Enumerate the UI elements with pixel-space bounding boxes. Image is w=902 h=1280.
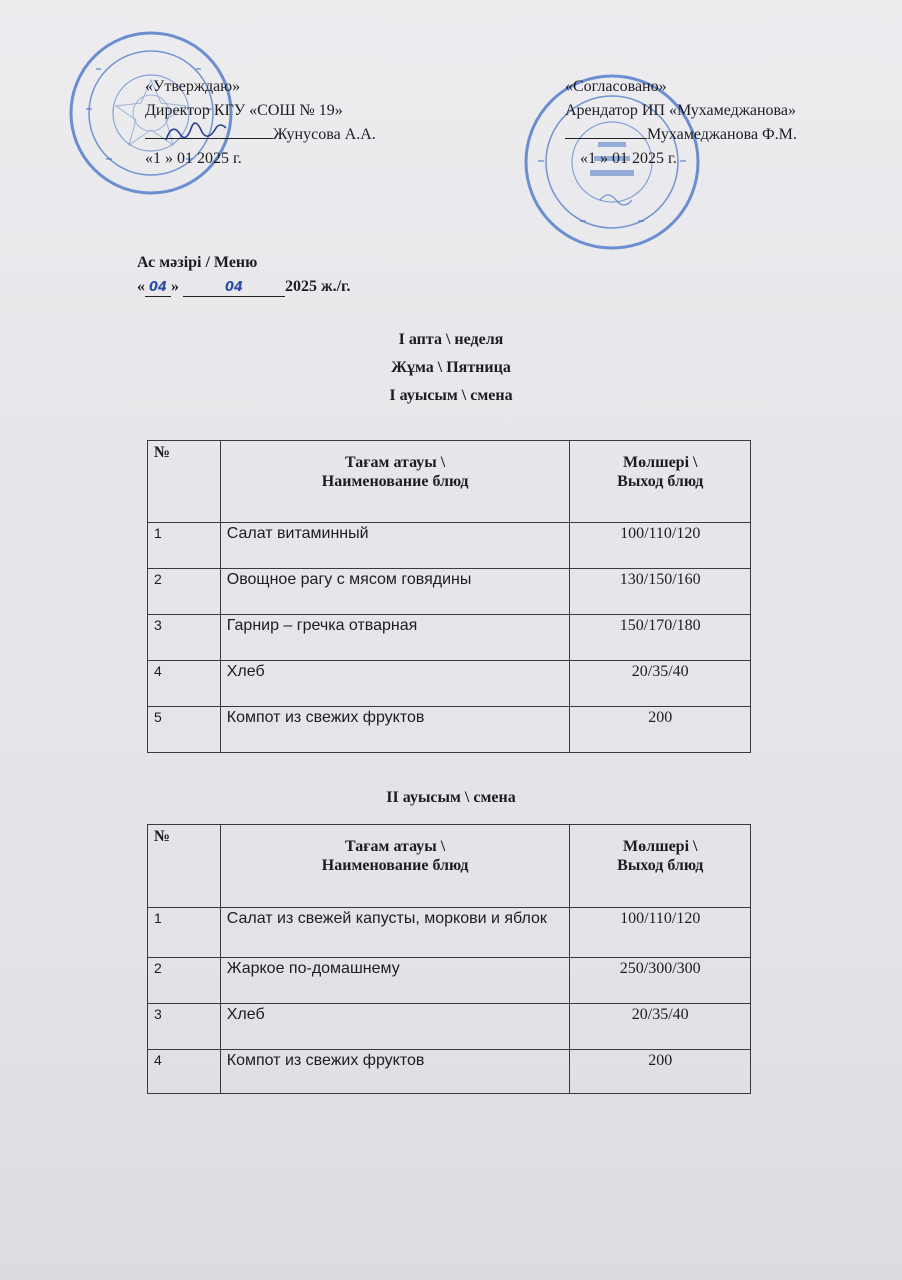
handwritten-month: 04 — [224, 280, 244, 295]
menu-year: 2025 ж./г. — [285, 278, 351, 295]
table-row — [148, 1050, 751, 1094]
title-day: Жұма \ Пятница — [391, 359, 511, 376]
row-yield: 150/170/180 — [570, 615, 751, 661]
row-number: 4 — [148, 1050, 221, 1094]
row-yield: 100/110/120 — [570, 908, 751, 958]
row-number: 4 — [148, 661, 221, 707]
left-handwritten-signature — [162, 118, 232, 151]
table-row — [148, 523, 751, 569]
approval-left-date: «1 » 01 2025 г. — [145, 150, 242, 167]
row-dish-name: Салат витаминный — [220, 523, 570, 569]
row-yield: 250/300/300 — [570, 958, 751, 1004]
table-row — [148, 958, 751, 1004]
table-row — [148, 615, 751, 661]
row-dish-name: Хлеб — [220, 661, 570, 707]
row-number: 3 — [148, 615, 221, 661]
row-number: 2 — [148, 958, 221, 1004]
header-yield: Мөлшері \ Выход блюд — [570, 441, 751, 523]
approval-right-signature-row — [565, 125, 797, 145]
row-number: 2 — [148, 569, 221, 615]
table-row — [148, 661, 751, 707]
shift-2-menu-table — [147, 824, 751, 1094]
row-number: 3 — [148, 1004, 221, 1050]
row-yield: 100/110/120 — [570, 523, 751, 569]
approval-left-signer: Жунусова А.А. — [273, 126, 376, 143]
signature-line — [565, 138, 647, 139]
header-dish-name: Тағам атауы \ Наименование блюд — [220, 441, 570, 523]
row-dish-name: Компот из свежих фруктов — [220, 707, 570, 753]
table-row — [148, 1004, 751, 1050]
table-header-row — [148, 441, 751, 523]
row-yield: 20/35/40 — [570, 1004, 751, 1050]
handwritten-day: 04 — [148, 280, 168, 295]
header-number: № — [148, 441, 221, 523]
title-week: I апта \ неделя — [398, 331, 504, 348]
table-header-row — [148, 825, 751, 908]
table-row — [148, 908, 751, 958]
row-number: 5 — [148, 707, 221, 753]
approval-left-position: Директор КГУ «СОШ № 19» — [145, 102, 343, 119]
row-dish-name: Компот из свежих фруктов — [220, 1050, 570, 1094]
row-yield: 200 — [570, 1050, 751, 1094]
date-open-quote: « — [137, 278, 145, 295]
approval-right-title: «Согласовано» — [565, 78, 667, 95]
row-yield: 200 — [570, 707, 751, 753]
header-number: № — [148, 825, 221, 908]
approval-right-position: Арендатор ИП «Мухамеджанова» — [565, 102, 796, 119]
table-row — [148, 707, 751, 753]
row-yield: 20/35/40 — [570, 661, 751, 707]
row-dish-name: Овощное рагу с мясом говядины — [220, 569, 570, 615]
title-shift-2: II ауысым \ смена — [386, 789, 516, 806]
row-dish-name: Гарнир – гречка отварная — [220, 615, 570, 661]
row-number: 1 — [148, 908, 221, 958]
row-dish-name: Жаркое по-домашнему — [220, 958, 570, 1004]
menu-date-row — [137, 278, 351, 297]
approval-left-title: «Утверждаю» — [145, 78, 241, 95]
row-dish-name: Хлеб — [220, 1004, 570, 1050]
table-row — [148, 569, 751, 615]
row-yield: 130/150/160 — [570, 569, 751, 615]
header-yield: Мөлшері \ Выход блюд — [570, 825, 751, 908]
approval-right-date: «1 » 01 2025 г. — [580, 150, 677, 167]
menu-label: Ас мәзірі / Меню — [137, 254, 258, 271]
row-number: 1 — [148, 523, 221, 569]
header-dish-name: Тағам атауы \ Наименование блюд — [220, 825, 570, 908]
title-shift-1: I ауысым \ смена — [389, 387, 513, 404]
date-close-quote: » — [171, 278, 179, 295]
approval-right-signer: Мухамеджанова Ф.М. — [647, 126, 797, 143]
shift-1-menu-table — [147, 440, 751, 753]
row-dish-name: Салат из свежей капусты, моркови и яблок — [220, 908, 570, 958]
